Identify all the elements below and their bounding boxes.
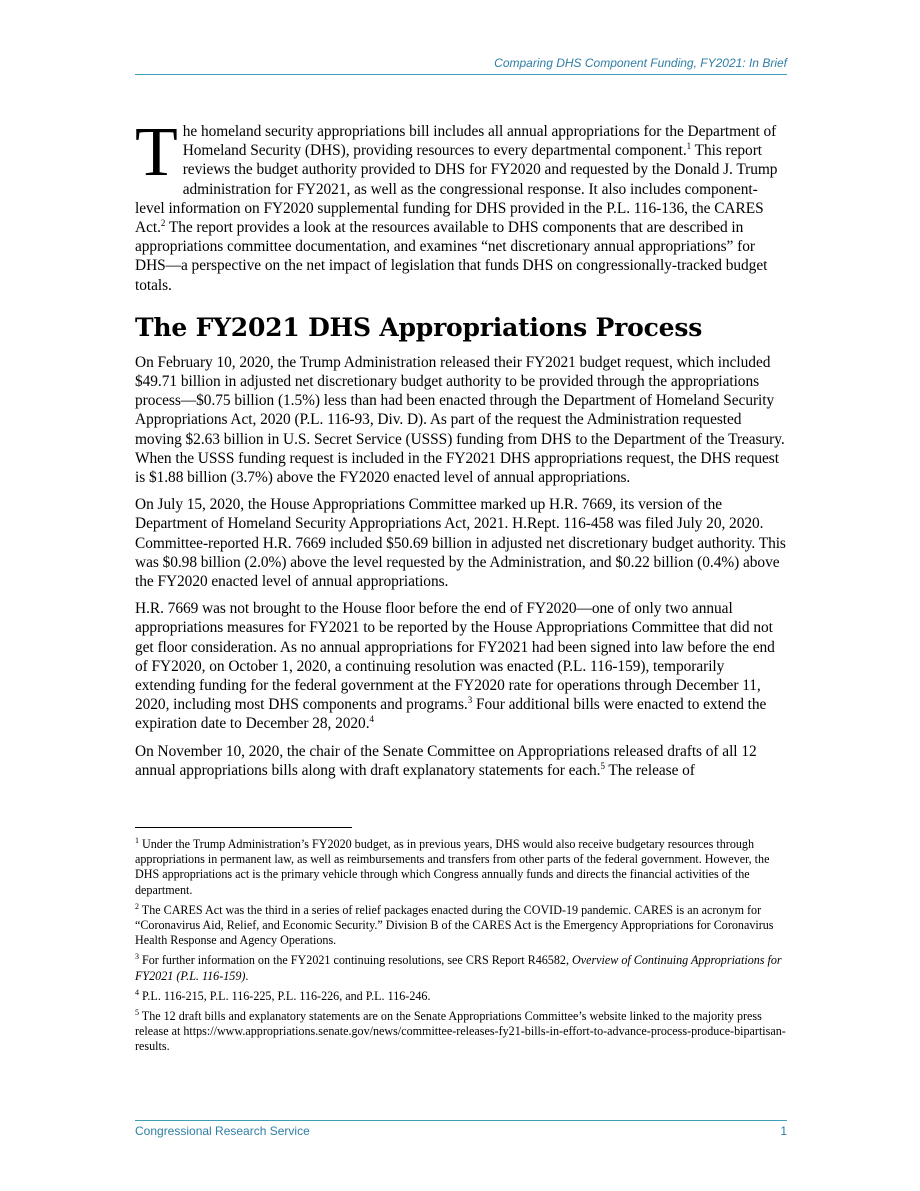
- main-content: [135, 114, 787, 788]
- page-footer: [135, 1120, 787, 1138]
- running-title: Comparing DHS Component Funding, FY2021: In Brief: [494, 56, 787, 70]
- page-number: 1: [780, 1124, 787, 1138]
- running-header: [135, 54, 787, 75]
- paragraph-senate-drafts: On November 10, 2020, the chair of the Senate Committee on Appropriations released drafts of all 12 annual appropriations bills along with draft explanatory statements for each.$^5$ The release of: [135, 742, 757, 779]
- footnote-ref-1[interactable]: 1: [686, 141, 692, 152]
- footnote-ref-5[interactable]: 5: [600, 760, 605, 771]
- footnote-ref-2[interactable]: 2: [160, 217, 166, 228]
- publisher-name: Congressional Research Service: [135, 1124, 310, 1138]
- footnote-3: $^3$ For further information on the FY2021 continuing resolutions, see CRS Report R46582, Overview of Continuing Appropriations for FY2021 (P.L. 116-159).: [135, 952, 782, 983]
- paragraph-budget-request: On February 10, 2020, the Trump Administration released their FY2021 budget request, which included $49.71 billion in adjusted net discretionary budget authority to be provided through the appropriations process—$0.75 billion (1.5%) less than had been enacted through the Department of Homeland Security Appropriations Act, 2020 (P.L. 116-93, Div. D). As part of the request the Administration requested moving $2.63 billion in U.S. Secret Service (USSS) funding from DHS to the Department of the Treasury. When the USSS funding request is included in the FY2021 DHS appropriations request, the DHS request is $1.88 billion (3.7%) above the FY2020 enacted level of annual appropriations.: [135, 353, 785, 487]
- footnote-ref-3[interactable]: 3: [467, 695, 473, 706]
- footnote-divider: [135, 827, 352, 828]
- footnote-ref-4[interactable]: 4: [369, 714, 374, 725]
- paragraph-continuing-resolution: H.R. 7669 was not brought to the House floor before the end of FY2020—one of only two annual appropriations measures for FY2021 to be reported by the House Appropriations Committee that did not get floor consideration. As no annual appropriations for FY2021 had been signed into law before the end of FY2020, on October 1, 2020, a continuing resolution was enacted (P.L. 116-159), temporarily extending funding for the federal government at the FY2020 rate for operations through December 11, 2020, including most DHS components and programs.$^3$ Four additional bills were enacted to extend the expiration date to December 28, 2020.$^4$: [135, 600, 775, 733]
- paragraph-house-markup: On July 15, 2020, the House Appropriations Committee marked up H.R. 7669, its version of the Department of Homeland Security Appropriations Act, 2021. H.Rept. 116-458 was filed July 20, 2020. Committee-reported H.R. 7669 included $50.69 billion in adjusted net discretionary budget authority. This was $0.98 billion (2.0%) above the level requested by the Administration, and $0.22 billion (0.4%) above the FY2020 enacted level of annual appropriations.: [135, 496, 786, 591]
- footnote-1: $^1$ Under the Trump Administration’s FY2020 budget, as in previous years, DHS would also receive budgetary resources through appropriations in permanent law, as well as reimbursements and transfers from other parts of the federal government. However, the DHS appropriations act is the primary vehicle through which Congress annually funds and directs the financial activities of the department.: [135, 835, 770, 897]
- footnotes: [135, 837, 787, 1060]
- section-heading: The FY2021 DHS Appropriations Process: [135, 312, 703, 342]
- report-title-link[interactable]: Overview of Continuing Appropriations for FY2021 (P.L. 116-159): [135, 953, 782, 983]
- footnote-5: $^5$ The 12 draft bills and explanatory statements are on the Senate Appropriations Committee’s website linked to the majority press release at https://www.appropriations.senate.gov/news/committee-releases-fy21-bills-in-effort-to-advance-process-produce-bipartisan-results.: [135, 1008, 786, 1054]
- intro-paragraph: The homeland security appropriations bill includes all annual appropriations for the Department of Homeland Security (DHS), providing resources to every departmental component.$^1$ This report reviews the budget authority provided to DHS for FY2020 and requested by the Donald J. Trump administration for FY2021, as well as the congressional response. It also includes component-level information on FY2020 supplemental funding for DHS provided in the P.L. 116-136, the CARES Act.$^2$ The report provides a look at the resources available to DHS components that are described in appropriations committee documentation, and examines “net discretionary annual appropriations” for DHS—a perspective on the net impact of legislation that funds DHS on congressionally-tracked budget totals.: [135, 114, 778, 294]
- footnote-2: $^2$ The CARES Act was the third in a series of relief packages enacted during the COVID-19 pandemic. CARES is an acronym for “Coronavirus Aid, Relief, and Economic Security.” Division B of the CARES Act is the Emergency Appropriations for Coronavirus Health Response and Agency Operations.: [135, 901, 774, 948]
- footnote-4: $^4$ P.L. 116-215, P.L. 116-225, P.L. 116-226, and P.L. 116-246.: [135, 987, 431, 1003]
- drop-cap: T: [135, 114, 178, 191]
